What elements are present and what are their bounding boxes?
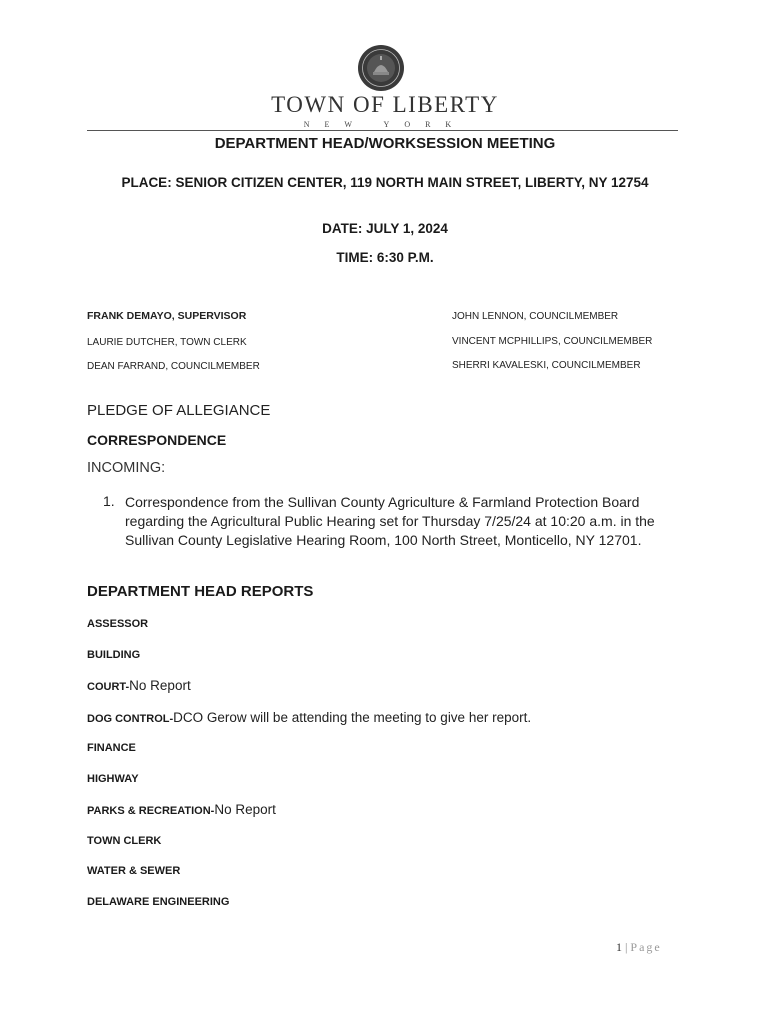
report-court [87,678,191,693]
meeting-place: PLACE: SENIOR CITIZEN CENTER, 119 NORTH MAIN STREET, LIBERTY, NY 12754 [121,175,649,190]
report-label: DOG CONTROL- [87,713,174,725]
page-label: Page [630,940,662,954]
town-seal-logo [357,44,405,92]
report-label: ASSESSOR [87,618,149,630]
report-building [87,649,140,661]
attendee-councilmember: SHERRI KAVALESKI, COUNCILMEMBER [452,360,641,371]
report-label: DELAWARE ENGINEERING [87,896,230,908]
correspondence-heading: CORRESPONDENCE [87,432,227,448]
report-note: No Report [214,802,276,817]
report-label: TOWN CLERK [87,835,162,847]
report-label: FINANCE [87,742,136,754]
report-note: No Report [129,678,191,693]
town-state: NEW YORK [303,120,467,129]
report-label: COURT- [87,681,130,693]
town-name: TOWN OF LIBERTY [271,92,499,117]
report-dog-control [87,710,531,725]
list-item-text: Correspondence from the Sullivan County Agriculture & Farmland Protection Board regarding the Agricultural Public Hearing set for Thursday 7/25/24 at 10:20 a.m. in the Sullivan County Legislative Hearing Room, 100 North Street, Monticello, NY 12701. [125,494,655,548]
attendee-councilmember: JOHN LENNON, COUNCILMEMBER [452,311,619,322]
report-water-sewer [87,865,180,877]
report-delaware-engineering [87,896,229,908]
report-label: HIGHWAY [87,773,139,785]
header-divider [87,130,678,131]
report-finance [87,742,136,754]
attendee-councilmember: DEAN FARRAND, COUNCILMEMBER [87,361,260,372]
meeting-time: TIME: 6:30 P.M. [336,250,434,265]
report-town-clerk [87,835,161,847]
report-label: BUILDING [87,649,141,661]
meeting-date: DATE: JULY 1, 2024 [322,221,448,236]
attendee-supervisor: FRANK DEMAYO, SUPERVISOR [87,310,247,322]
page-number [616,940,662,955]
meeting-title: DEPARTMENT HEAD/WORKSESSION MEETING [214,135,556,152]
page-separator: | [625,940,628,954]
page-number-value: 1 [616,940,622,954]
incoming-heading: INCOMING: [87,460,166,476]
report-highway [87,773,139,785]
attendee-clerk: LAURIE DUTCHER, TOWN CLERK [87,337,247,348]
report-label: PARKS & RECREATION- [87,805,215,817]
report-assessor [87,618,148,630]
report-parks-recreation [87,802,276,817]
report-note: DCO Gerow will be attending the meeting to give her report. [173,710,532,725]
list-item-number: 1. [103,493,115,509]
pledge-heading: PLEDGE OF ALLEGIANCE [87,402,271,419]
report-label: WATER & SEWER [87,865,181,877]
department-reports-heading: DEPARTMENT HEAD REPORTS [87,583,314,600]
attendee-councilmember: VINCENT MCPHILLIPS, COUNCILMEMBER [452,336,653,347]
